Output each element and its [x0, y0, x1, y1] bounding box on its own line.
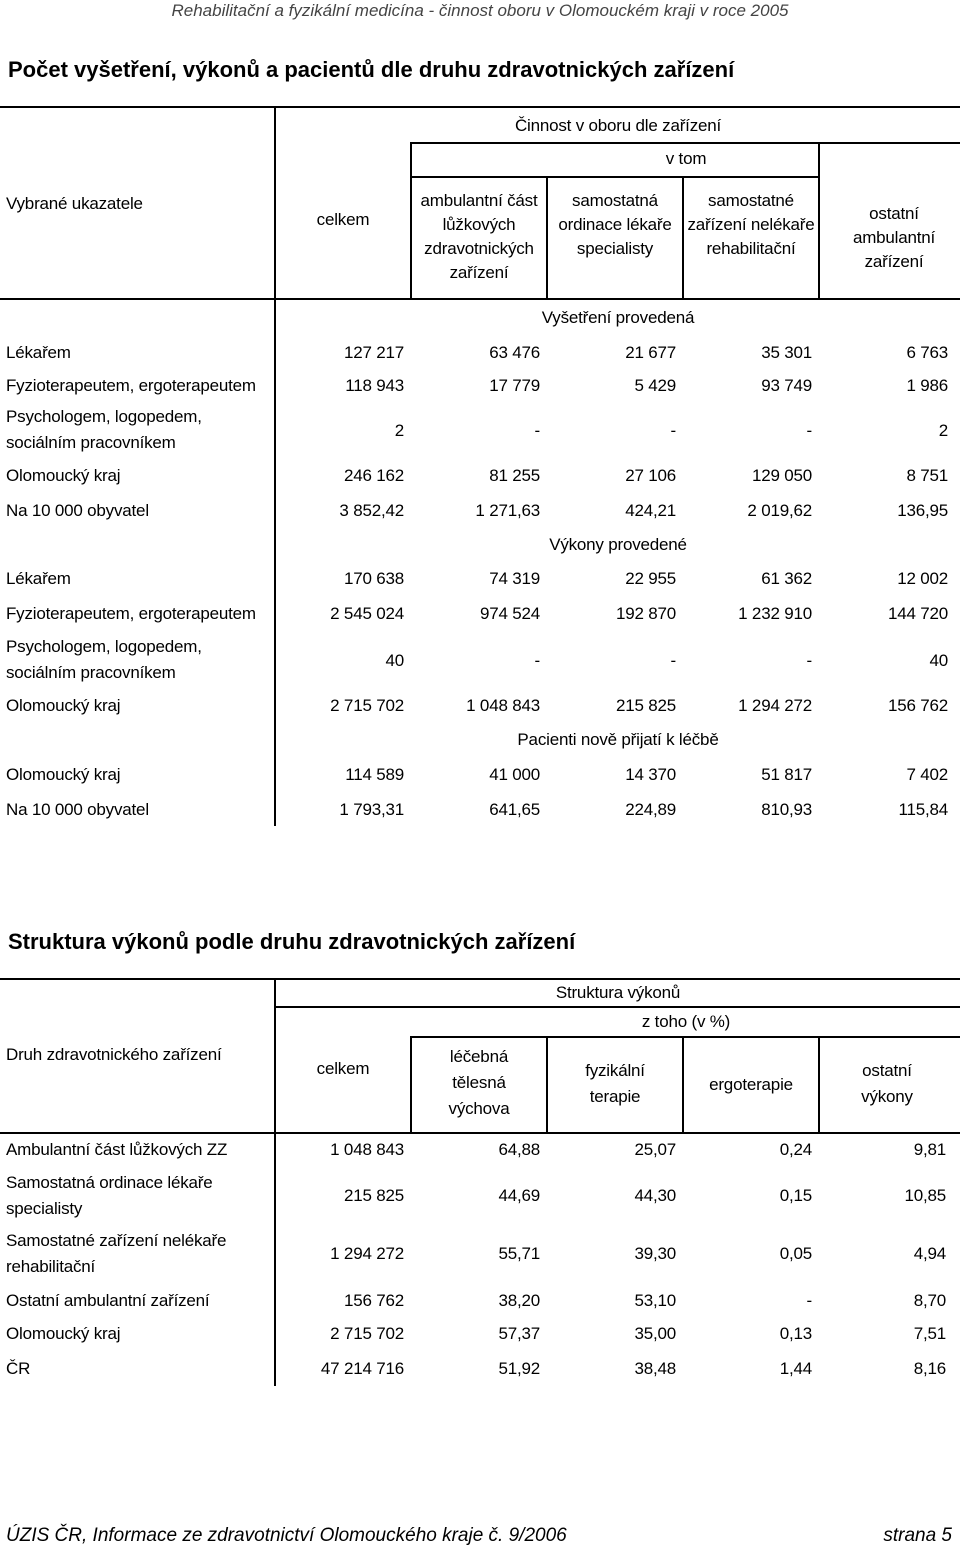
- row-label: Olomoucký kraj: [6, 696, 121, 715]
- table2-col-header-4: ergoterapie: [709, 1075, 793, 1094]
- cell: 1 294 272: [738, 696, 812, 715]
- cell: 55,71: [498, 1244, 540, 1263]
- cell: 6 763: [906, 343, 948, 362]
- cell: 3 852,42: [339, 501, 404, 520]
- cell: 156 762: [343, 1291, 404, 1310]
- cell: -: [534, 651, 540, 670]
- cell: 81 255: [489, 466, 540, 485]
- cell: 224,89: [625, 800, 676, 819]
- cell: 1 048 843: [466, 696, 540, 715]
- table1-section-label: Vyšetření provedená: [541, 308, 695, 327]
- cell: 215 825: [343, 1186, 404, 1205]
- cell: 118 943: [345, 376, 404, 395]
- table2-group-header: Struktura výkonů: [555, 983, 681, 1002]
- cell: 156 762: [887, 696, 948, 715]
- cell: 40: [929, 651, 948, 670]
- table2-col-header-2: léčebná tělesná výchova: [448, 1047, 510, 1118]
- table2-group-rule: [276, 1006, 960, 1008]
- table1-col-header-4: samostatné zařízení nelékaře rehabilitační: [687, 191, 815, 258]
- cell: 136,95: [897, 501, 948, 520]
- row-label: ČR: [6, 1359, 31, 1378]
- table1-top-rule: [0, 106, 960, 108]
- table1-subgroup-header: v tom: [665, 149, 707, 168]
- cell: 2 019,62: [747, 501, 812, 520]
- cell: 810,93: [761, 800, 812, 819]
- cell: 5 429: [634, 376, 676, 395]
- cell: 51 817: [761, 765, 812, 784]
- table2-subgroup-header: z toho (v %): [641, 1012, 731, 1031]
- cell: -: [806, 421, 812, 440]
- row-label: Fyzioterapeutem, ergoterapeutem: [6, 376, 256, 395]
- table1-section-label: Výkony provedené: [549, 535, 687, 554]
- cell: 8 751: [906, 466, 948, 485]
- cell: 129 050: [751, 466, 812, 485]
- table2-divider-5: [818, 1037, 820, 1133]
- cell: -: [534, 421, 540, 440]
- cell: 17 779: [489, 376, 540, 395]
- cell: 35,00: [634, 1324, 676, 1343]
- row-label: Olomoucký kraj: [6, 1324, 121, 1343]
- table1-group-rule: [410, 142, 960, 144]
- cell: 0,24: [779, 1140, 812, 1159]
- row-label: Fyzioterapeutem, ergoterapeutem: [6, 604, 256, 623]
- row-label: Lékařem: [6, 343, 71, 362]
- row-label: Olomoucký kraj: [6, 466, 121, 485]
- table2-header-rule: [0, 1132, 960, 1134]
- row-label: Psychologem, logopedem, sociálním pracovníkem: [6, 637, 202, 682]
- cell: 41 000: [489, 765, 540, 784]
- row-label: Samostatné zařízení nelékaře rehabilitační: [6, 1231, 227, 1276]
- table2-divider-3: [546, 1037, 548, 1133]
- cell: 61 362: [761, 569, 812, 588]
- table2-stub-header: Druh zdravotnického zařízení: [6, 1045, 222, 1064]
- cell: 44,30: [634, 1186, 676, 1205]
- cell: 51,92: [498, 1359, 540, 1378]
- footer-source: ÚZIS ČR, Informace ze zdravotnictví Olomouckého kraje č. 9/2006: [6, 1525, 567, 1546]
- running-head: Rehabilitační a fyzikální medicína - činnost oboru v Olomouckém kraji v roce 2005: [171, 1, 789, 20]
- cell: 38,20: [498, 1291, 540, 1310]
- table1-group-header: Činnost v oboru dle zařízení: [514, 116, 722, 135]
- cell: 2: [938, 421, 948, 440]
- table1-col-header-2: ambulantní část lůžkových zdravotnických zařízení: [420, 191, 538, 282]
- cell: 2 545 024: [330, 604, 404, 623]
- cell: 2: [394, 421, 404, 440]
- cell: 424,21: [625, 501, 676, 520]
- cell: 127 217: [343, 343, 404, 362]
- row-label: Na 10 000 obyvatel: [6, 800, 149, 819]
- cell: -: [806, 1291, 812, 1310]
- cell: 39,30: [634, 1244, 676, 1263]
- cell: 641,65: [489, 800, 540, 819]
- cell: 35 301: [761, 343, 812, 362]
- cell: 246 162: [343, 466, 404, 485]
- cell: 0,13: [779, 1324, 812, 1343]
- cell: 2 715 702: [330, 1324, 404, 1343]
- cell: 44,69: [498, 1186, 540, 1205]
- table2-subgroup-rule: [410, 1036, 960, 1038]
- cell: 25,07: [634, 1140, 676, 1159]
- cell: -: [670, 421, 676, 440]
- table2-divider-2: [410, 1037, 412, 1133]
- cell: 57,37: [498, 1324, 540, 1343]
- cell: 4,94: [913, 1244, 946, 1263]
- cell: 1 232 910: [738, 604, 812, 623]
- row-label: Ambulantní část lůžkových ZZ: [6, 1140, 228, 1159]
- cell: 7,51: [913, 1324, 946, 1343]
- table2-col-header-1: celkem: [316, 1059, 370, 1078]
- cell: 114 589: [345, 765, 404, 784]
- cell: 38,48: [634, 1359, 676, 1378]
- cell: 974 524: [479, 604, 540, 623]
- cell: 0,15: [779, 1186, 812, 1205]
- table2-top-rule: [0, 978, 960, 980]
- cell: 12 002: [897, 569, 948, 588]
- table1-stub-header: Vybrané ukazatele: [6, 194, 143, 213]
- cell: 1 986: [906, 376, 948, 395]
- cell: 27 106: [625, 466, 676, 485]
- cell: 64,88: [498, 1140, 540, 1159]
- cell: 14 370: [625, 765, 676, 784]
- cell: 2 715 702: [330, 696, 404, 715]
- cell: 40: [385, 651, 404, 670]
- cell: 47 214 716: [320, 1359, 404, 1378]
- cell: 1 793,31: [339, 800, 404, 819]
- cell: 1 294 272: [330, 1244, 404, 1263]
- cell: 10,85: [904, 1186, 946, 1205]
- cell: 53,10: [634, 1291, 676, 1310]
- cell: 22 955: [625, 569, 676, 588]
- row-label: Olomoucký kraj: [6, 765, 121, 784]
- table1-title: Počet vyšetření, výkonů a pacientů dle druhu zdravotnických zařízení: [8, 57, 735, 82]
- cell: 74 319: [489, 569, 540, 588]
- cell: 8,70: [913, 1291, 946, 1310]
- cell: 144 720: [887, 604, 948, 623]
- row-label: Na 10 000 obyvatel: [6, 501, 149, 520]
- row-label: Lékařem: [6, 569, 71, 588]
- table1-col-header-3: samostatná ordinace lékaře specialisty: [558, 191, 672, 258]
- cell: 115,84: [898, 800, 948, 819]
- table1-section-label: Pacienti nově přijatí k léčbě: [517, 730, 719, 749]
- cell: 1,44: [779, 1359, 812, 1378]
- cell: 1 271,63: [475, 501, 540, 520]
- cell: 1 048 843: [330, 1140, 404, 1159]
- table2-col-header-5: ostatní výkony: [861, 1061, 913, 1106]
- cell: 170 638: [343, 569, 404, 588]
- table1-header-rule: [0, 298, 960, 300]
- page-number: strana 5: [883, 1525, 952, 1546]
- table1-col-header-1: celkem: [316, 210, 370, 229]
- row-label: Samostatná ordinace lékaře specialisty: [6, 1173, 213, 1218]
- row-label: Ostatní ambulantní zařízení: [6, 1291, 210, 1310]
- cell: -: [670, 651, 676, 670]
- table2-col-header-3: fyzikální terapie: [585, 1061, 645, 1106]
- cell: -: [806, 651, 812, 670]
- cell: 215 825: [615, 696, 676, 715]
- cell: 21 677: [625, 343, 676, 362]
- cell: 8,16: [913, 1359, 946, 1378]
- cell: 0,05: [779, 1244, 812, 1263]
- table2-title: Struktura výkonů podle druhu zdravotnických zařízení: [8, 929, 576, 954]
- table1-subgroup-rule: [410, 176, 820, 178]
- cell: 192 870: [615, 604, 676, 623]
- cell: 9,81: [913, 1140, 946, 1159]
- cell: 63 476: [489, 343, 540, 362]
- cell: 93 749: [761, 376, 812, 395]
- table1-col-header-5: ostatní ambulantní zařízení: [852, 204, 936, 271]
- cell: 7 402: [906, 765, 948, 784]
- row-label: Psychologem, logopedem, sociálním pracovníkem: [6, 407, 202, 452]
